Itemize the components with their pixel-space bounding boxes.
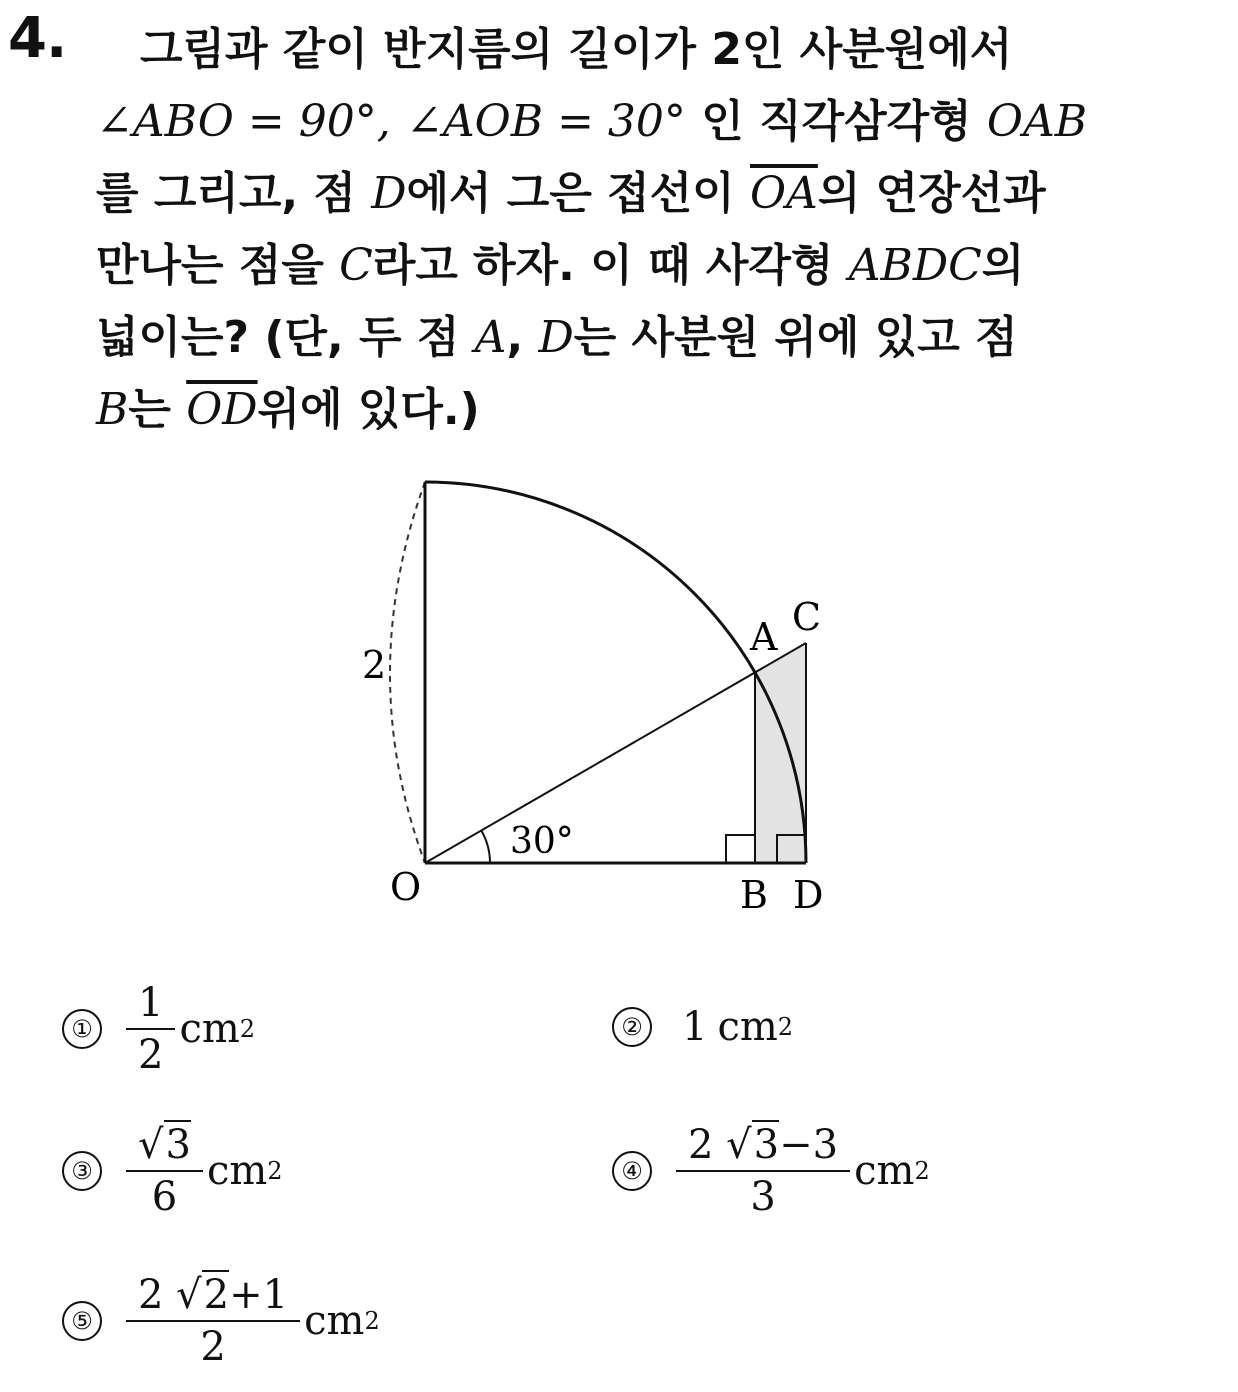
fraction [132, 1122, 197, 1220]
choice-marker: ② [612, 1007, 652, 1047]
triangle-oab: OAB [986, 96, 1088, 147]
angle-label: 30° [510, 821, 574, 862]
text-segment: 라고 하자. 이 때 사각형 [372, 240, 834, 291]
exponent: 2 [239, 1015, 256, 1043]
denominator: 2 [126, 1320, 300, 1370]
angle-abo: ∠ABO = 90° [96, 96, 377, 147]
segment-oa: $\overline{OA}$ [749, 168, 818, 219]
denominator: 3 [676, 1170, 850, 1220]
choice-marker: ④ [612, 1151, 652, 1191]
text-segment: 넓이는? (단, 두 점 [96, 312, 460, 363]
numerator: 1 [138, 980, 164, 1026]
unit: cm [854, 1148, 915, 1194]
exponent: 2 [777, 1013, 794, 1041]
denominator: 6 [126, 1170, 203, 1220]
choice-marker: ① [62, 1009, 102, 1049]
question-line-6 [96, 374, 1206, 446]
question-number: 4. [8, 6, 67, 71]
question-line-2 [96, 86, 1206, 158]
numerator: 2 √3−3 [688, 1122, 839, 1168]
denominator: 2 [126, 1028, 175, 1078]
text-segment: 위에 있다.) [257, 384, 480, 435]
question-line-5 [96, 302, 1206, 374]
radicand: 3 [753, 1122, 780, 1168]
quarter-circle-arc [425, 482, 806, 863]
unit: cm [206, 1148, 268, 1194]
coefficient: 2 [688, 1122, 714, 1168]
numerator-tail: −3 [779, 1122, 839, 1168]
angle-arc-30 [481, 830, 490, 863]
unit: cm [304, 1298, 365, 1344]
coefficient: 2 [138, 1272, 164, 1318]
choice-marker: ⑤ [62, 1301, 102, 1341]
numerator-tail: +1 [229, 1272, 289, 1318]
label-a: A [750, 615, 778, 659]
choice-2[interactable] [612, 1004, 793, 1050]
numerator: 2 √2+1 [138, 1272, 289, 1318]
point-c: C [339, 240, 373, 291]
point-d: D [538, 312, 574, 363]
label-b: B [740, 873, 768, 917]
text-segment: 는 사분원 위에 있고 점 [573, 312, 1018, 363]
label-c: C [792, 595, 822, 639]
choice-1[interactable] [62, 980, 255, 1078]
label-d: D [793, 873, 824, 917]
geometry-figure [340, 470, 860, 930]
point-a: A [474, 312, 507, 363]
fraction [132, 1272, 294, 1370]
text-segment: 를 그리고, 점 [96, 168, 356, 219]
radius-label: 2 [362, 643, 387, 687]
point-b: B [96, 384, 129, 435]
comma: , [376, 96, 391, 147]
choice-4[interactable] [612, 1122, 930, 1220]
angle-aob: ∠AOB = 30° [406, 96, 686, 147]
text-segment: 만나는 점을 [96, 240, 324, 291]
exponent: 2 [364, 1307, 380, 1335]
unit: cm [717, 1004, 778, 1050]
text-segment: 에서 그은 접선이 [406, 168, 735, 219]
text-segment: 는 [128, 384, 171, 435]
question-text [96, 14, 1206, 446]
fraction [132, 980, 169, 1078]
value: 1 [682, 1004, 708, 1050]
text-segment: 인 직각삼각형 [701, 96, 972, 147]
comma: , [506, 312, 524, 363]
numerator: √3 [138, 1122, 191, 1168]
exponent: 2 [267, 1157, 283, 1185]
text-segment: 그림과 같이 반지름의 길이가 2인 사분원에서 [140, 24, 1013, 75]
question-line-4 [96, 230, 1206, 302]
choice-3[interactable] [62, 1122, 283, 1220]
unit: cm [179, 1006, 240, 1052]
radicand: 2 [203, 1272, 230, 1318]
radius-dashed-arc [390, 482, 425, 863]
question-line-3 [96, 158, 1206, 230]
exponent: 2 [914, 1157, 930, 1185]
point-d: D [371, 168, 407, 219]
shaded-quadrilateral [755, 643, 806, 863]
radicand: 3 [165, 1122, 191, 1168]
label-o: O [390, 865, 422, 909]
text-segment: 의 연장선과 [817, 168, 1046, 219]
segment-od: $\overline{OD}$ [186, 384, 258, 435]
right-angle-mark-b [726, 835, 755, 863]
text-segment: 의 [981, 240, 1025, 291]
choice-5[interactable] [62, 1272, 380, 1370]
question-line-1 [96, 14, 1206, 86]
choice-marker: ③ [62, 1151, 102, 1191]
quad-abdc: ABDC [848, 240, 982, 291]
fraction [682, 1122, 844, 1220]
